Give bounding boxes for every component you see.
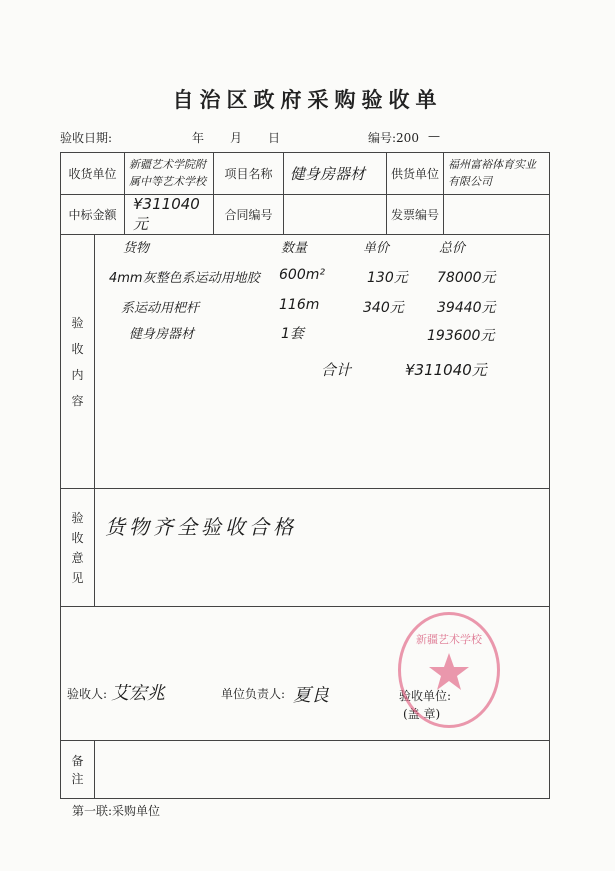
remark-label: 备 注 xyxy=(61,741,95,799)
item-goods: 系运动用杷杆 xyxy=(121,301,200,316)
date-label: 验收日期: xyxy=(60,131,113,145)
qty-header: 数量 xyxy=(281,241,308,256)
goods-header: 货物 xyxy=(123,241,150,256)
month-label: 月 xyxy=(230,131,243,145)
acceptance-content-label: 验 收 内 容 xyxy=(61,235,95,489)
unit-price-header: 单价 xyxy=(363,241,390,256)
sum-value: ¥311040元 xyxy=(405,361,487,379)
document-title: 自治区政府采购验收单 xyxy=(172,87,443,112)
opinion-value: 货物齐全验收合格 xyxy=(105,515,297,539)
project-value: 健身房器材 xyxy=(284,153,387,195)
receiver-label: 收货单位 xyxy=(61,153,125,195)
leader-label: 单位负责人: xyxy=(221,687,286,701)
seal-text: 新疆艺术学校 xyxy=(416,633,482,646)
invoice-value xyxy=(444,195,550,235)
sum-label: 合计 xyxy=(321,361,352,379)
seal-label: (盖 章) xyxy=(403,707,441,721)
item-unit-price: 130元 xyxy=(367,270,408,286)
acceptance-content xyxy=(95,235,550,489)
day-label: 日 xyxy=(268,131,281,145)
number-label: 编号:200 xyxy=(368,131,419,145)
item-goods: 4mm灰整色系运动用地胶 xyxy=(109,271,260,286)
item-total: 78000元 xyxy=(437,270,496,286)
receiver-sign-label: 验收人: xyxy=(67,687,108,701)
item-qty: 116m xyxy=(279,297,320,313)
acceptance-opinion xyxy=(95,489,550,607)
unit-label: 验收单位: xyxy=(399,689,452,703)
item-unit-price: 340元 xyxy=(363,300,404,316)
contract-value xyxy=(284,195,387,235)
amount-label: 中标金额 xyxy=(61,195,125,235)
year-label: 年 xyxy=(192,131,205,145)
official-seal xyxy=(398,612,500,728)
receiver-value: 新疆艺术学院附属中等艺术学校 xyxy=(125,153,214,195)
item-qty: 600m² xyxy=(279,267,325,283)
item-total: 39440元 xyxy=(437,300,496,316)
remark-value xyxy=(95,741,550,799)
acceptance-opinion-label: 验 收 意 见 xyxy=(61,489,95,607)
item-qty: 1套 xyxy=(281,326,304,342)
leader-signature: 夏良 xyxy=(293,685,329,706)
receiver-signature: 艾宏兆 xyxy=(111,683,165,704)
amount-value: ¥311040元 xyxy=(125,195,214,235)
project-label: 项目名称 xyxy=(214,153,284,195)
seal-star-icon xyxy=(401,615,497,725)
invoice-label: 发票编号 xyxy=(387,195,444,235)
contract-label: 合同编号 xyxy=(214,195,284,235)
footer-copy-note: 第一联:采购单位 xyxy=(72,804,161,818)
supplier-value: 福州富裕体育实业有限公司 xyxy=(444,153,550,195)
total-header: 总价 xyxy=(439,241,466,256)
item-total: 193600元 xyxy=(427,328,495,344)
supplier-label: 供货单位 xyxy=(387,153,444,195)
number-dash: — xyxy=(428,129,440,143)
item-goods: 健身房器材 xyxy=(129,327,195,342)
